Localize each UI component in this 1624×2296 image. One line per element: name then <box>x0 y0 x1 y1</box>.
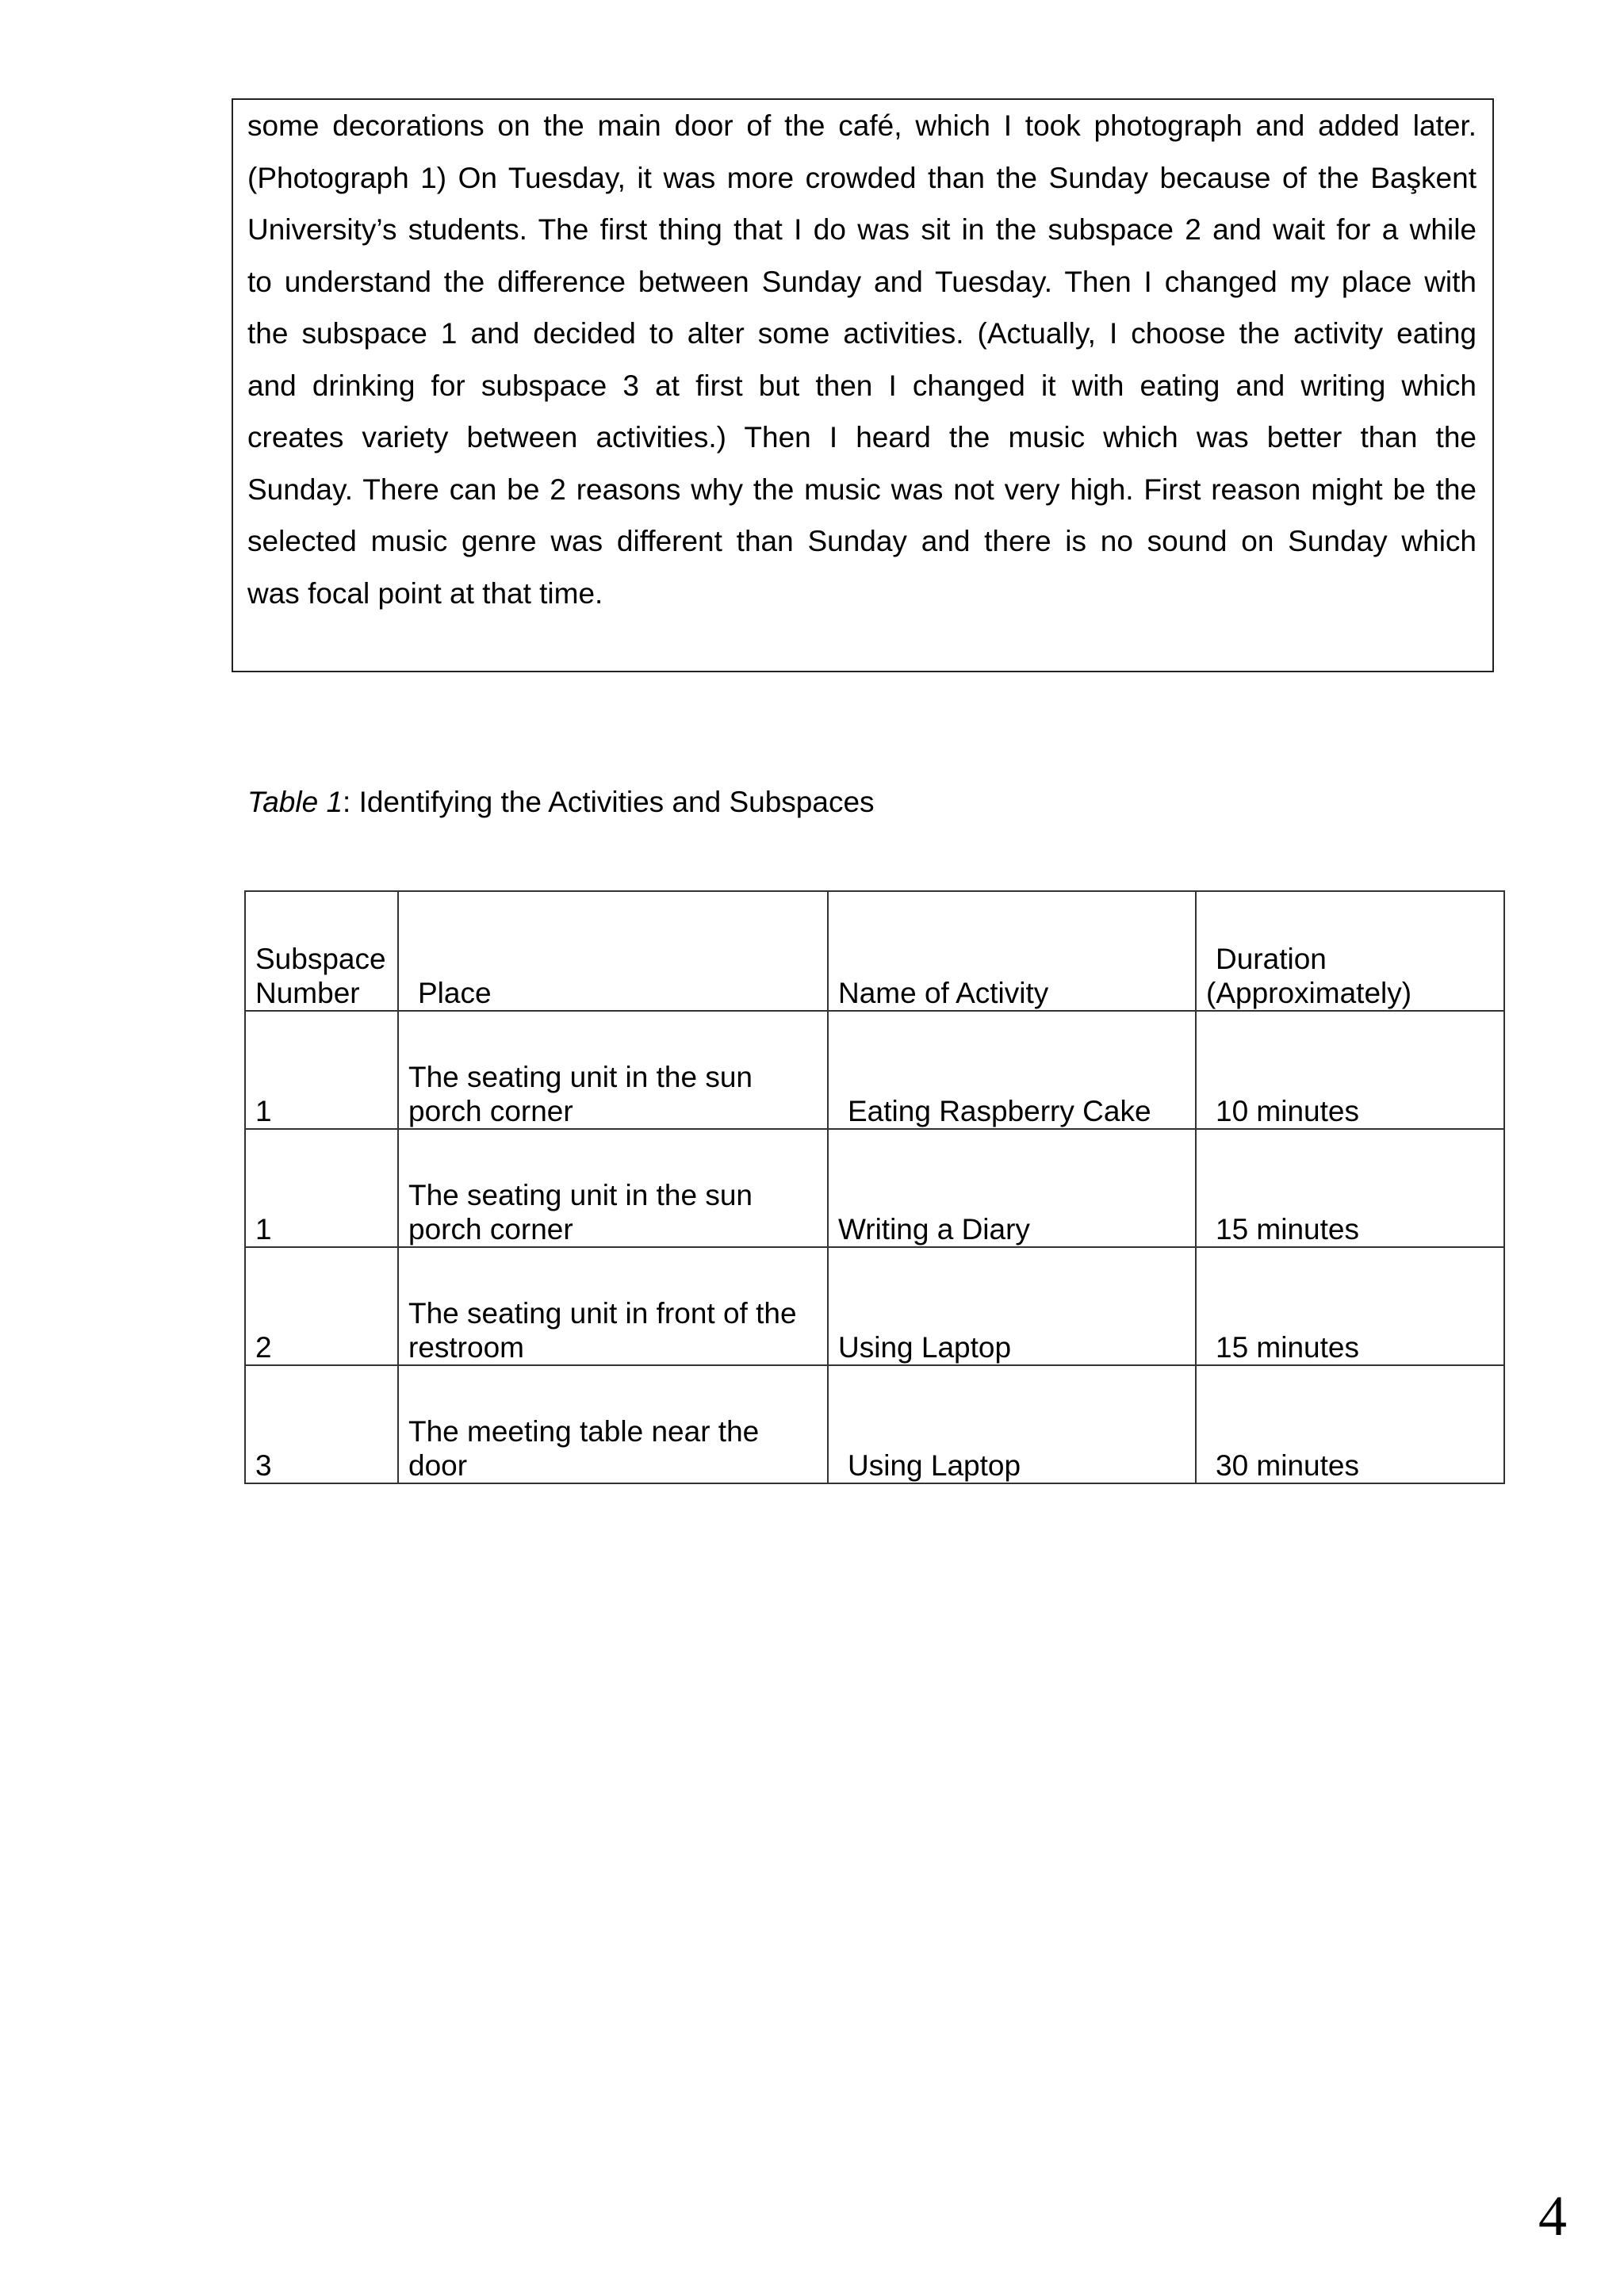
header-subspace-line1: Subspace <box>255 943 386 975</box>
table-row <box>245 1129 1504 1247</box>
header-duration <box>1196 891 1504 1011</box>
paragraph-line: some decorations on the main door of the café, which I took photograph and added later. <box>247 109 1477 142</box>
header-subspace-number <box>245 891 398 1011</box>
place-line: restroom <box>408 1331 524 1364</box>
table-caption <box>247 783 875 821</box>
header-place: Place <box>398 891 828 1011</box>
activity-cell: Writing a Diary <box>828 1129 1196 1247</box>
activities-table <box>244 890 1505 1484</box>
paragraph-line: was focal point at that time. <box>247 576 603 610</box>
place-line: The meeting table near the <box>408 1415 760 1448</box>
place-line: porch corner <box>408 1095 573 1127</box>
place-line: The seating unit in front of the <box>408 1297 797 1330</box>
subspace-number-cell: 1 <box>245 1129 398 1247</box>
place-line: The seating unit in the sun <box>408 1061 753 1093</box>
activity-cell: Using Laptop <box>828 1247 1196 1365</box>
header-duration-line1: Duration <box>1216 943 1327 975</box>
paragraph-line: and drinking for subspace 3 at first but then I changed it with eating and writing which <box>247 369 1477 402</box>
table-row <box>245 1011 1504 1129</box>
place-line: porch corner <box>408 1213 573 1246</box>
place-cell <box>398 1247 828 1365</box>
paragraph-line: (Photograph 1) On Tuesday, it was more crowded than the Sunday because of the Başkent <box>247 161 1477 194</box>
paragraph-line: to understand the difference between Sunday and Tuesday. Then I changed my place with <box>247 265 1477 298</box>
paragraph-box <box>232 98 1494 672</box>
place-cell <box>398 1365 828 1483</box>
page-number: 4 <box>1538 2184 1567 2248</box>
paragraph-line: the subspace 1 and decided to alter some activities. (Actually, I choose the activity eating <box>247 317 1477 350</box>
paragraph-line: University’s students. The first thing that I do was sit in the subspace 2 and wait for a while <box>247 213 1477 246</box>
header-activity: Name of Activity <box>828 891 1196 1011</box>
place-line: The seating unit in the sun <box>408 1179 753 1211</box>
table-caption-label: Table 1 <box>247 786 343 818</box>
duration-cell: 30 minutes <box>1196 1365 1504 1483</box>
activity-cell: Eating Raspberry Cake <box>828 1011 1196 1129</box>
activity-cell: Using Laptop <box>828 1365 1196 1483</box>
table-header-row <box>245 891 1504 1011</box>
paragraph-line: creates variety between activities.) Then I heard the music which was better than the <box>247 421 1477 453</box>
subspace-number-cell: 2 <box>245 1247 398 1365</box>
subspace-number-cell: 1 <box>245 1011 398 1129</box>
paragraph-line: selected music genre was different than Sunday and there is no sound on Sunday which <box>247 525 1477 557</box>
header-duration-line2: (Approximately) <box>1206 977 1412 1009</box>
duration-cell: 10 minutes <box>1196 1011 1504 1129</box>
place-cell <box>398 1129 828 1247</box>
paragraph-line: Sunday. There can be 2 reasons why the music was not very high. First reason might be the <box>247 473 1477 506</box>
table-caption-text: : Identifying the Activities and Subspaces <box>343 786 875 818</box>
place-line: door <box>408 1449 468 1482</box>
duration-cell: 15 minutes <box>1196 1129 1504 1247</box>
duration-cell: 15 minutes <box>1196 1247 1504 1365</box>
table-row <box>245 1247 1504 1365</box>
table-row <box>245 1365 1504 1483</box>
header-subspace-line2: Number <box>255 977 360 1009</box>
subspace-number-cell: 3 <box>245 1365 398 1483</box>
place-cell <box>398 1011 828 1129</box>
